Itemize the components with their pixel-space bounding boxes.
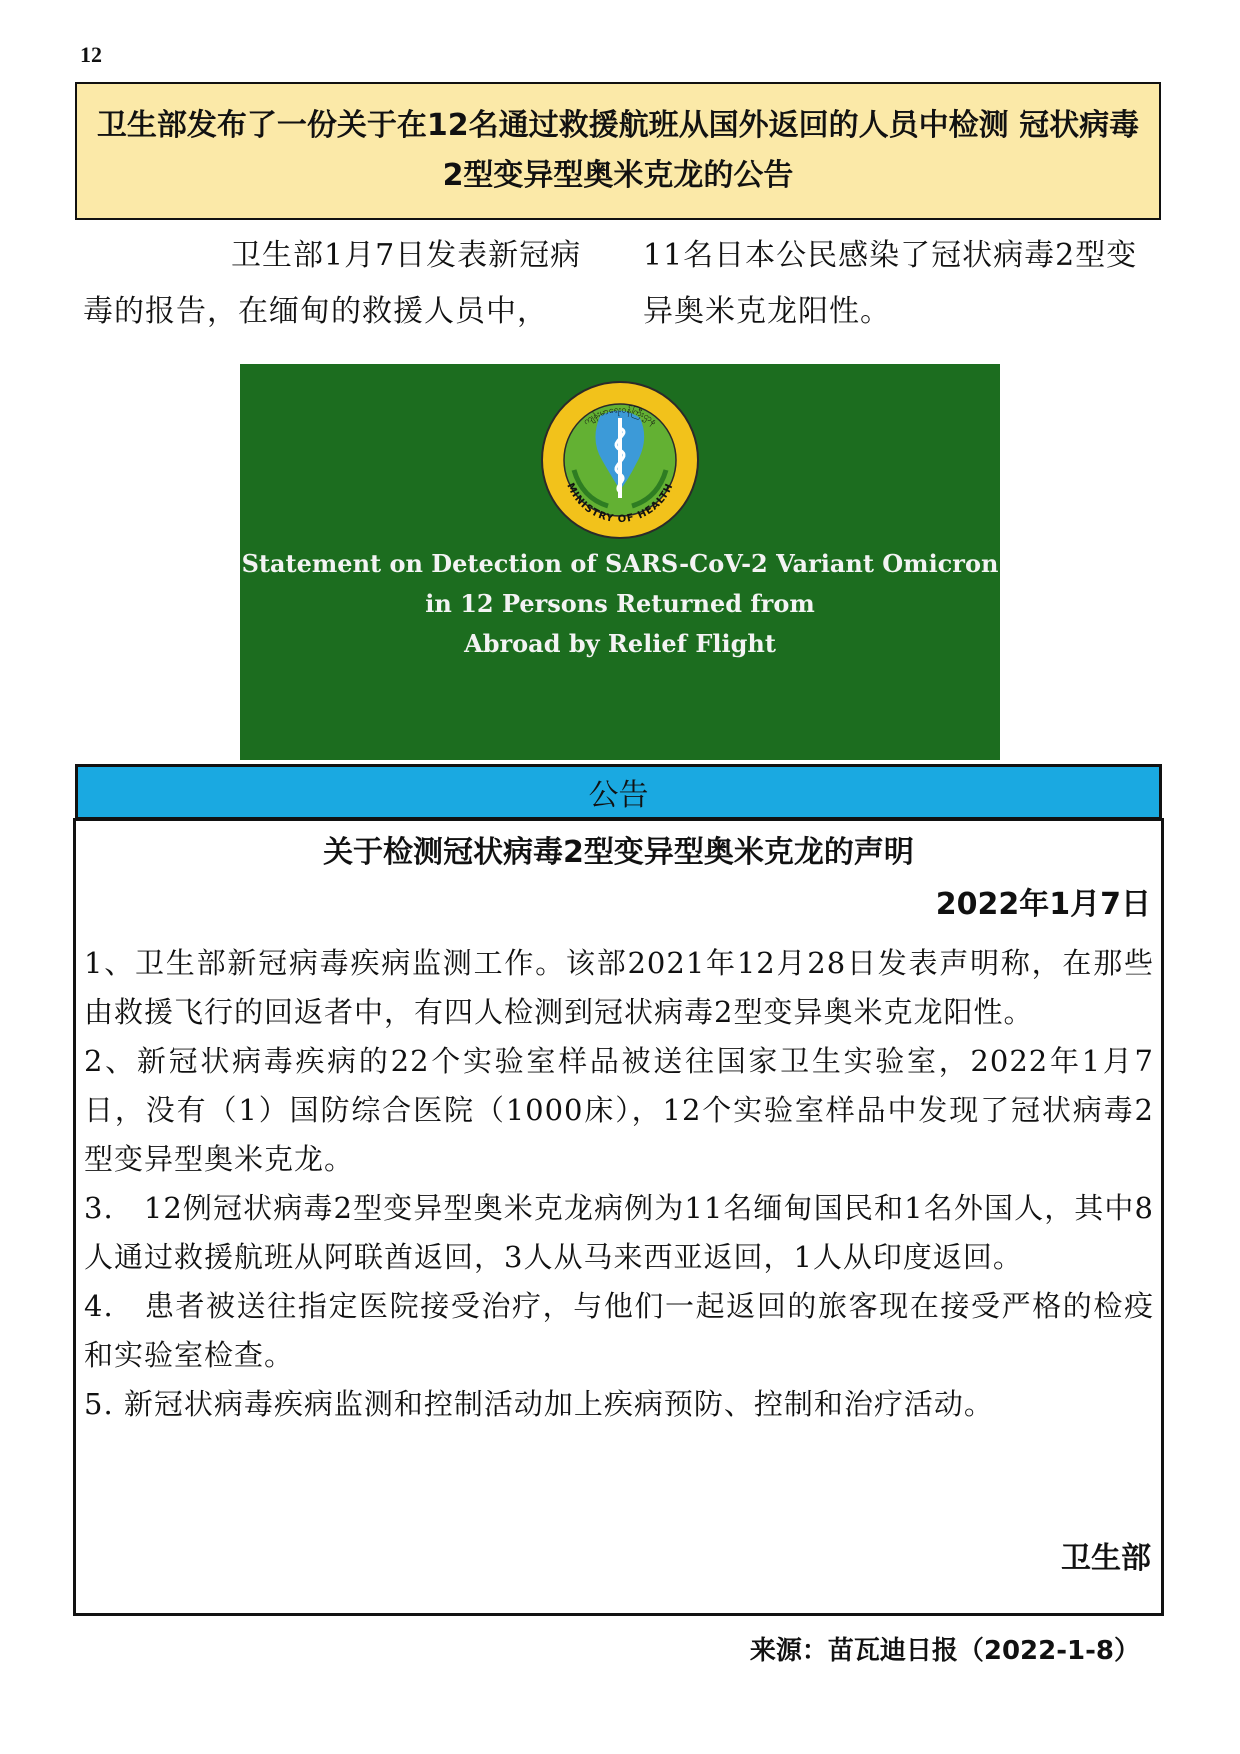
banner-line-1: Statement on Detection of SARS-CoV-2 Variant Omicron xyxy=(241,549,999,578)
banner-caption xyxy=(240,544,1000,664)
notice-item-2: 2、新冠状病毒疾病的22个实验室样品被送往国家卫生实验室，2022年1月7日，没有（1）国防综合医院（1000床），12个实验室样品中发现了冠状病毒2型变异型奥米克龙。 xyxy=(84,1044,1154,1176)
notice-label: 公告 xyxy=(588,778,649,813)
banner-line-3: Abroad by Relief Flight xyxy=(464,629,776,658)
notice-body xyxy=(73,818,1164,1616)
intro-left-column xyxy=(83,228,603,340)
headline-box xyxy=(75,82,1161,220)
notice-item-1: 1、卫生部新冠病毒疾病监测工作。该部2021年12月28日发表声明称，在那些由救援飞行的回返者中，有四人检测到冠状病毒2型变异奥米克龙阳性。 xyxy=(84,946,1154,1029)
seal-text: MINISTRY OF HEALTH xyxy=(564,481,676,526)
headline: 卫生部发布了一份关于在12名通过救援航班从国外返回的人员中检测 冠状病毒2型变异型奥米克龙的公告 xyxy=(96,108,1140,193)
notice-heading: 关于检测冠状病毒2型变异型奥米克龙的声明 xyxy=(323,835,914,870)
intro-left-line-1: 卫生部1月7日发表新冠病 xyxy=(231,238,582,273)
notice-header-bar xyxy=(75,764,1162,820)
notice-items xyxy=(84,939,1154,1429)
notice-item-4: 4. 患者被送往指定医院接受治疗，与他们一起返回的旅客现在接受严格的检疫和实验室检查。 xyxy=(84,1289,1154,1372)
notice-date: 2022年1月7日 xyxy=(935,887,1151,922)
page-number: 12 xyxy=(80,42,102,67)
intro-right-line-1: 11名日本公民感染了冠状病毒2型变 xyxy=(643,238,1138,273)
notice-signature: 卫生部 xyxy=(1061,1541,1151,1576)
statement-banner-image xyxy=(240,364,1000,760)
seal-text-top: ကျန်းမာရေးဝန်ကြီးဌာန xyxy=(581,404,659,428)
notice-item-5: 5. 新冠状病毒疾病监测和控制活动加上疾病预防、控制和治疗活动。 xyxy=(84,1387,994,1421)
ministry-of-health-seal-icon xyxy=(538,378,702,542)
intro-left-line-2: 毒的报告，在缅甸的救援人员中， xyxy=(83,294,548,329)
intro-right-line-2: 异奥米克龙阳性。 xyxy=(643,294,891,329)
intro-right-column xyxy=(643,228,1163,340)
source-credit: 来源：苗瓦迪日报（2022-1-8） xyxy=(749,1636,1140,1666)
notice-item-3: 3. 12例冠状病毒2型变异型奥米克龙病例为11名缅甸国民和1名外国人，其中8人通过救援航班从阿联酋返回，3人从马来西亚返回，1人从印度返回。 xyxy=(84,1191,1154,1274)
banner-line-2: in 12 Persons Returned from xyxy=(425,589,815,618)
